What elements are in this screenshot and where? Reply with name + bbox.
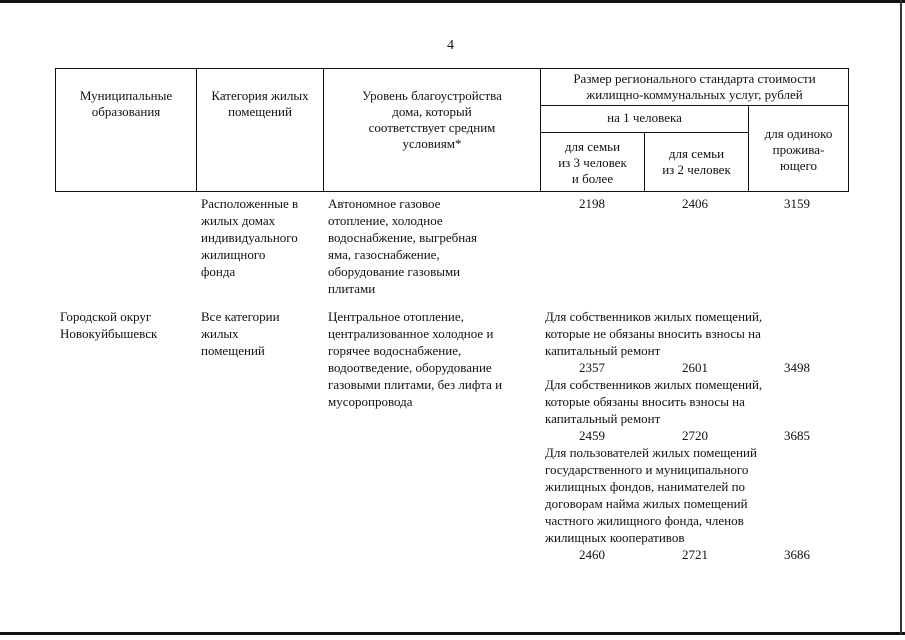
header-single: для одиноко прожива- ющего: [764, 126, 833, 173]
header-family-2: для семьи из 2 человек: [662, 146, 731, 177]
page-top-border: [0, 0, 905, 3]
row1-value-family-2: 2406: [682, 196, 708, 211]
row2-category: Все категории жилых помещений: [201, 309, 280, 358]
header-municipality: Муниципальные образования: [79, 88, 173, 119]
row1-value-family-3: 2198: [579, 196, 605, 211]
row1-value-single: 3159: [784, 196, 810, 211]
row2-group2-value-single: 3685: [784, 428, 810, 443]
row2-municipality: Городской округ Новокуйбышевск: [60, 309, 158, 341]
row2-group1-note: Для собственников жилых помещений, которые не обязаны вносить взносы на капитальный ремонт: [545, 309, 763, 358]
page-right-border: [900, 0, 902, 635]
row2-group2-value-family-3: 2459: [579, 428, 605, 443]
page-number: 4: [447, 38, 454, 53]
row2-group1-value-family-2: 2601: [682, 360, 708, 375]
header-standard: Размер регионального стандарта стоимости жилищно-коммунальных услуг, рублей: [573, 71, 816, 102]
page-bottom-border: [0, 632, 905, 635]
row1-level: Автономное газовое отопление, холодное водоснабжение, выгребная яма, газоснабжение, оборудование газовыми плитами: [328, 196, 477, 296]
row2-group2-note: Для собственников жилых помещений, которые обязаны вносить взносы на капитальный ремонт: [545, 377, 763, 426]
row2-group2-value-family-2: 2720: [682, 428, 708, 443]
row2-group3-value-family-3: 2460: [579, 547, 605, 562]
header-category: Категория жилых помещений: [211, 88, 309, 119]
header-family-3: для семьи из 3 человек и более: [558, 139, 627, 186]
row2-group1-value-single: 3498: [784, 360, 810, 375]
header-per-person: на 1 человека: [607, 110, 682, 125]
row2-group1-value-family-3: 2357: [579, 360, 605, 375]
row2-group3-value-family-2: 2721: [682, 547, 708, 562]
row2-group3-value-single: 3686: [784, 547, 810, 562]
header-level: Уровень благоустройства дома, который соответствует средним условиям*: [362, 88, 502, 151]
row2-group3-note: Для пользователей жилых помещений государственного и муниципального жилищных фондов, нанимателей по договорам найма жилых помещений частного жилищного фонда, членов жилищных кооперативов: [545, 445, 757, 545]
row2-level: Центральное отопление, централизованное холодное и горячее водоснабжение, водоотведение, оборудование газовыми плитами, без лифта и мусоропровода: [328, 309, 503, 409]
row1-category: Расположенные в жилых домах индивидуального жилищного фонда: [201, 196, 299, 279]
